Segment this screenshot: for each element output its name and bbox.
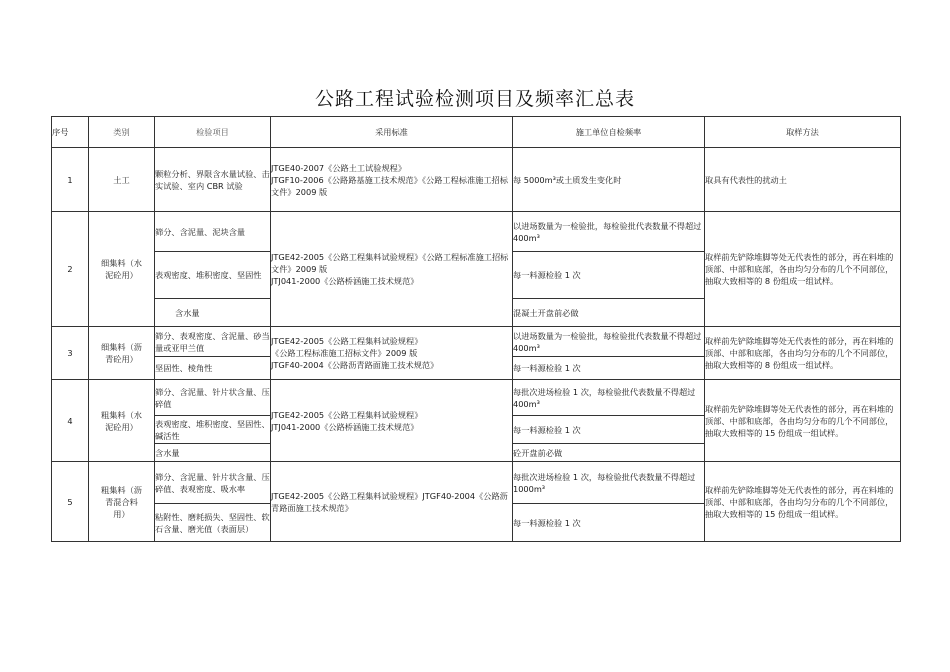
table-row	[52, 148, 901, 212]
row-frequency: 每批次进场检验 1 次，每检验批代表数量不得超过 400m³	[513, 380, 705, 416]
header-category: 类别	[89, 117, 155, 148]
row-frequency: 混凝土开盘前必做	[513, 299, 705, 327]
row-frequency: 每一料源检验 1 次	[513, 357, 705, 380]
table-row	[52, 380, 901, 416]
row-item: 含水量	[155, 444, 271, 462]
header-row	[52, 117, 901, 148]
row-seq: 3	[52, 327, 89, 380]
row-category: 土工	[89, 148, 155, 212]
row-seq: 2	[52, 212, 89, 327]
table-row	[52, 327, 901, 357]
row-category: 粗集料（水泥砼用）	[89, 380, 155, 462]
row-frequency: 每 5000m³或土质发生变化时	[513, 148, 705, 212]
header-sampling: 取样方法	[705, 117, 901, 148]
header-standard: 采用标准	[271, 117, 513, 148]
row-frequency: 每一料源检验 1 次	[513, 416, 705, 444]
row-item: 筛分、含泥量、针片状含量、压碎值、表观密度、吸水率	[155, 462, 271, 504]
row-sampling: 取样前先铲除堆脚等处无代表性的部分，再在料堆的顶部、中部和底部，各由均匀分布的几个不同部位，抽取大致相等的 15 份组成一组试样。	[705, 380, 901, 462]
row-standard: JTGE40-2007《公路土工试验规程》 JTGF10-2006《公路路基施工技术规范》《公路工程标准施工招标文件》2009 版	[271, 148, 513, 212]
row-seq: 5	[52, 462, 89, 542]
row-frequency: 每一料源检验 1 次	[513, 252, 705, 299]
row-item: 含水量	[155, 299, 271, 327]
row-sampling: 取具有代表性的扰动土	[705, 148, 901, 212]
row-frequency: 以进场数量为一检验批，每检验批代表数量不得超过 400m³	[513, 212, 705, 252]
row-seq: 1	[52, 148, 89, 212]
table-row	[52, 462, 901, 504]
row-frequency: 砼开盘前必做	[513, 444, 705, 462]
row-seq: 4	[52, 380, 89, 462]
row-item: 筛分、含泥量、针片状含量、压碎值	[155, 380, 271, 416]
summary-table	[51, 116, 901, 542]
row-sampling: 取样前先铲除堆脚等处无代表性的部分，再在料堆的顶部、中部和底部，各由均匀分布的几个不同部位，抽取大致相等的 8 份组成一组试样。	[705, 212, 901, 327]
header-frequency: 施工单位自检频率	[513, 117, 705, 148]
row-item: 粘附性、磨耗损失、坚固性、软石含量、磨光值（表面层）	[155, 504, 271, 542]
row-sampling: 取样前先铲除堆脚等处无代表性的部分，再在料堆的顶部、中部和底部，各由均匀分布的几个不同部位，抽取大致相等的 15 份组成一组试样。	[705, 462, 901, 542]
row-item: 筛分、表观密度、含泥量、砂当量或亚甲兰值	[155, 327, 271, 357]
row-frequency: 每一料源检验 1 次	[513, 504, 705, 542]
row-sampling: 取样前先铲除堆脚等处无代表性的部分，再在料堆的顶部、中部和底部，各由均匀分布的几个不同部位，抽取大致相等的 8 份组成一组试样。	[705, 327, 901, 380]
header-seq: 序号	[52, 117, 89, 148]
row-standard: JTGE42-2005《公路工程集料试验规程》JTGF40-2004《公路沥青路面施工技术规范》	[271, 462, 513, 542]
row-item: 颗粒分析、界限含水量试验、击实试验、室内 CBR 试验	[155, 148, 271, 212]
row-category: 细集料（沥青砼用）	[89, 327, 155, 380]
row-category: 粗集料（沥青混合料用）	[89, 462, 155, 542]
row-frequency: 每批次进场检验 1 次，每检验批代表数量不得超过 1000m³	[513, 462, 705, 504]
header-item: 检验项目	[155, 117, 271, 148]
page-title: 公路工程试验检测项目及频率汇总表	[314, 88, 635, 110]
row-item: 筛分、含泥量、泥块含量	[155, 212, 271, 252]
row-item: 坚固性、棱角性	[155, 357, 271, 380]
row-category: 细集料（水泥砼用）	[89, 212, 155, 327]
row-item: 表观密度、堆积密度、坚固性、碱活性	[155, 416, 271, 444]
row-item: 表观密度、堆积密度、坚固性	[155, 252, 271, 299]
table-row	[52, 212, 901, 252]
row-standard: JTGE42-2005《公路工程集料试验规程》《公路工程标准施工招标文件》2009 版 JTJ041-2000《公路桥涵施工技术规范》	[271, 212, 513, 327]
row-standard: JTGE42-2005《公路工程集料试验规程》 JTJ041-2000《公路桥涵施工技术规范》	[271, 380, 513, 462]
row-frequency: 以进场数量为一检验批，每检验批代表数量不得超过 400m³	[513, 327, 705, 357]
row-standard: JTGE42-2005《公路工程集料试验规程》 《公路工程标准施工招标文件》2009 版 JTGF40-2004《公路沥青路面施工技术规范》	[271, 327, 513, 380]
